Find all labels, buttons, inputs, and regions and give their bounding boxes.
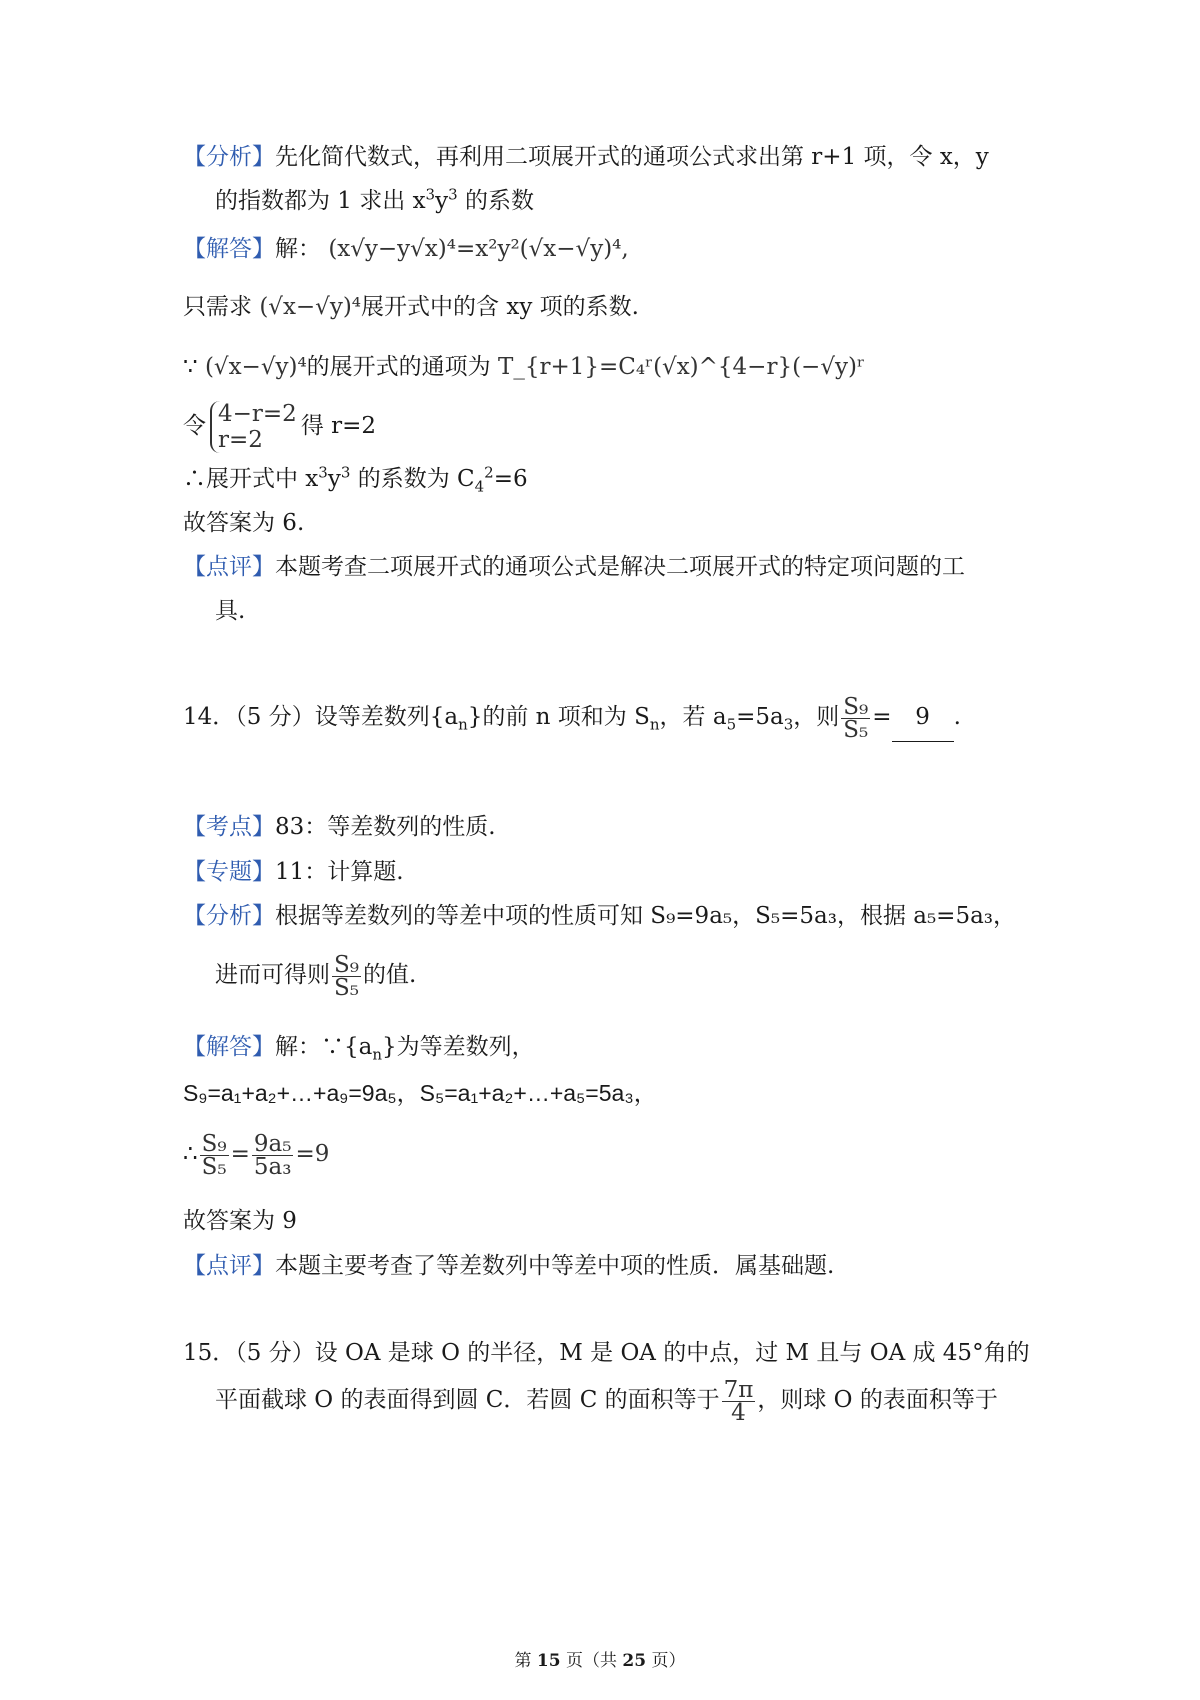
q14-zhuanti-line <box>183 857 404 887</box>
q13-answer: 故答案为 6. <box>183 510 305 536</box>
q14-stem-text4: =5a <box>736 704 784 730</box>
equals-sign: = <box>872 704 892 730</box>
q14-analysis-text3: 的值. <box>362 962 417 988</box>
q14-kaodian-line <box>183 812 496 842</box>
therefore-text3: 的系数为 C <box>350 466 475 492</box>
fraction-numerator: S₉ <box>843 693 869 720</box>
q13-analysis-line2 <box>215 186 534 216</box>
subscript: n <box>372 1045 383 1064</box>
q13-therefore-line <box>183 464 528 494</box>
period: . <box>953 704 961 730</box>
page-footer <box>0 1646 1200 1671</box>
answer-blank: 9 <box>892 693 954 742</box>
q14-solution-line1 <box>183 1032 535 1062</box>
equation-system <box>210 401 297 453</box>
q14-stem-text5: ，则 <box>793 704 840 730</box>
analysis-tag: 【分析】 <box>183 903 275 929</box>
fraction-s9-s5 <box>841 693 870 743</box>
fraction-numerator: 7π <box>723 1376 754 1403</box>
subscript: 4 <box>474 477 485 496</box>
total-pages: 25 <box>622 1651 647 1671</box>
exponent: 3 <box>448 185 458 204</box>
zhuanti-tag: 【专题】 <box>183 859 275 885</box>
fraction-denominator: S₅ <box>201 1153 227 1180</box>
footer-text3: 页） <box>646 1651 686 1671</box>
fraction-9a5-5a3 <box>252 1130 294 1180</box>
fraction-7pi-4 <box>722 1376 756 1426</box>
solution-tag: 【解答】 <box>183 1034 275 1060</box>
fraction-s9-s5 <box>332 951 361 1001</box>
subscript: 3 <box>783 715 794 734</box>
q13-analysis-text3: y <box>435 188 449 214</box>
equals-sign: = <box>230 1141 250 1167</box>
q14-solution-line2: S₉=a₁+a₂+…+a₉=9a₅，S₅=a₁+a₂+…+a₅=5a₃， <box>183 1080 657 1106</box>
only-suffix: 展开式中的含 xy 项的系数. <box>361 294 639 320</box>
fraction-denominator: S₅ <box>843 716 869 743</box>
q15-stem-line2 <box>215 1374 998 1426</box>
q13-because-line <box>183 352 865 382</box>
solution-prefix: 解： <box>275 236 321 262</box>
q13-comment-line2: 具. <box>215 598 246 624</box>
q14-answer: 故答案为 9 <box>183 1208 297 1234</box>
kaodian-text: 83：等差数列的性质. <box>275 814 496 840</box>
because-text: 的展开式的通项为 <box>306 354 491 380</box>
q14-stem-text2: }的前 n 项和为 S <box>467 704 650 730</box>
because-formula: (√x−√y)⁴ <box>204 354 307 380</box>
q14-stem-text: 14．（5 分）设等差数列{a <box>183 704 459 730</box>
page-number: 15 <box>536 1651 561 1671</box>
q14-solution-line3 <box>183 1128 329 1180</box>
fraction-denominator: 4 <box>731 1399 746 1426</box>
fraction-numerator: S₉ <box>201 1130 227 1157</box>
result: =9 <box>295 1141 330 1167</box>
subscript: n <box>649 715 660 734</box>
q14-analysis-text2: 进而可得则 <box>215 962 330 988</box>
therefore-text: ∴展开式中 x <box>183 466 319 492</box>
zhuanti-text: 11：计算题. <box>275 859 404 885</box>
general-term-formula: T_{r+1}=C₄ʳ(√x)^{4−r}(−√y)ʳ <box>497 354 865 380</box>
fraction-denominator: 5a₃ <box>253 1153 292 1180</box>
subscript: 5 <box>726 715 737 734</box>
q14-solution-text2: }为等差数列， <box>382 1034 535 1060</box>
q13-let-line <box>183 400 376 453</box>
q15-stem-line1: 15．（5 分）设 OA 是球 O 的半径，M 是 OA 的中点，过 M 且与 OA 成 45°角的 <box>183 1340 1030 1366</box>
exponent: 3 <box>318 463 328 482</box>
comment-text: 本题考查二项展开式的通项公式是解决二项展开式的特定项问题的工 <box>275 554 965 580</box>
q14-analysis-text: 根据等差数列的等差中项的性质可知 S₉=9a₅，S₅=5a₃，根据 a₅=5a₃， <box>275 903 1017 929</box>
solution-tag: 【解答】 <box>183 236 275 262</box>
fraction-numerator: 9a₅ <box>253 1130 292 1157</box>
therefore-text2: y <box>327 466 341 492</box>
q14-solution-text: 解：∵{a <box>275 1034 373 1060</box>
comment-tag: 【点评】 <box>183 554 275 580</box>
solution-formula: (x√y−y√x)⁴=x²y²(√x−√y)⁴, <box>328 236 629 262</box>
q13-analysis-text4: 的系数 <box>457 188 534 214</box>
only-formula: (√x−√y)⁴ <box>259 294 362 320</box>
q14-stem-text3: ，若 a <box>659 704 727 730</box>
let-prefix: 令 <box>183 413 206 439</box>
exponent: 3 <box>425 185 436 204</box>
q13-comment-line1 <box>183 552 965 582</box>
comment-text: 本题主要考查了等差数列中等差中项的性质．属基础题. <box>275 1253 835 1279</box>
analysis-tag: 【分析】 <box>183 144 275 170</box>
exponent: 3 <box>340 463 351 482</box>
let-suffix: 得 r=2 <box>300 413 377 439</box>
footer-text: 第 <box>514 1651 537 1671</box>
q15-text2: ，则球 O 的表面积等于 <box>757 1387 998 1413</box>
footer-text2: 页（共 <box>560 1651 623 1671</box>
q13-analysis-line1 <box>183 142 989 172</box>
q14-analysis-line1 <box>183 901 1016 931</box>
kaodian-tag: 【考点】 <box>183 814 275 840</box>
fraction-numerator: S₉ <box>334 951 359 978</box>
q15-text: 平面截球 O 的表面得到圆 C．若圆 C 的面积等于 <box>215 1387 720 1413</box>
system-eq2: r=2 <box>218 427 263 453</box>
q13-analysis-text: 先化简代数式，再利用二项展开式的通项公式求出第 r+1 项，令 x，y <box>275 144 989 170</box>
q13-solution-line <box>183 234 629 264</box>
fraction-denominator: S₅ <box>334 974 359 1001</box>
superscript: 2 <box>484 463 494 482</box>
because-symbol: ∵ <box>183 354 198 380</box>
q14-comment-line <box>183 1251 834 1281</box>
q14-stem <box>183 693 961 742</box>
subscript: n <box>458 715 468 734</box>
q13-analysis-text2: 的指数都为 1 求出 x <box>215 188 426 214</box>
therefore-result: =6 <box>493 466 528 492</box>
system-eq1: 4−r=2 <box>218 401 297 427</box>
q13-only-line <box>183 292 639 322</box>
comment-tag: 【点评】 <box>183 1253 275 1279</box>
therefore-symbol: ∴ <box>183 1141 198 1167</box>
only-prefix: 只需求 <box>183 294 252 320</box>
q14-analysis-line2 <box>215 950 416 1000</box>
fraction-s9-s5 <box>200 1130 229 1180</box>
